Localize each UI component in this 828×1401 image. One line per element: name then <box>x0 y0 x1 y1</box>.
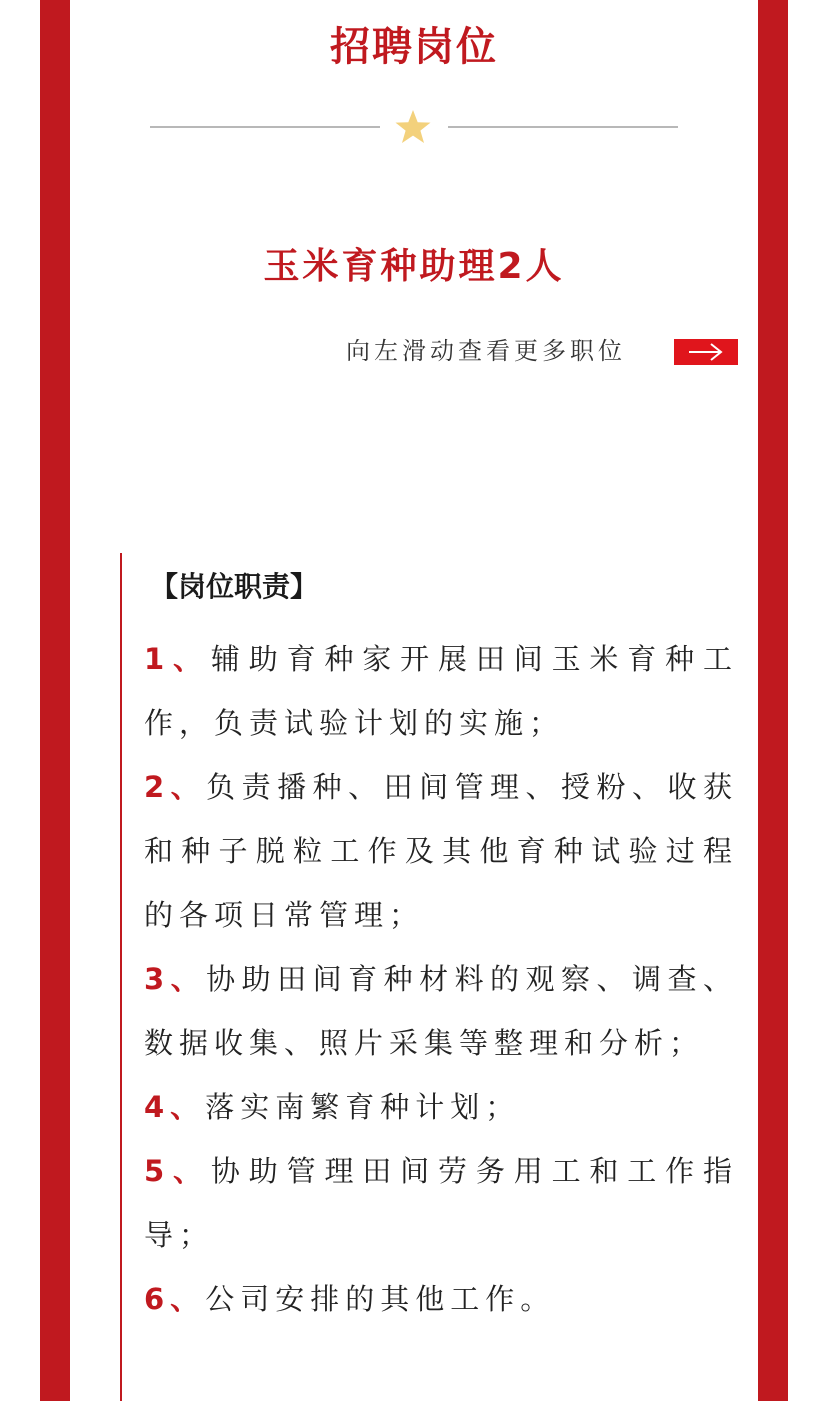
divider-line-left <box>150 126 380 128</box>
duty-list <box>144 627 738 1331</box>
duty-text: 辅助育种家开展田间玉米育种工作，负责试验计划的实施； <box>144 642 738 740</box>
right-red-border <box>758 0 788 1401</box>
duty-text: 协助管理田间劳务用工和工作指导； <box>144 1154 738 1252</box>
duty-text: 公司安排的其他工作。 <box>205 1282 556 1316</box>
duty-item <box>144 755 738 947</box>
duty-text: 落实南繁育种计划； <box>205 1090 521 1124</box>
arrow-right-icon <box>674 339 738 365</box>
duty-number: 1、 <box>144 642 211 676</box>
duty-section <box>120 553 740 1401</box>
duty-number: 6、 <box>144 1282 206 1316</box>
divider-line-right <box>448 126 678 128</box>
duty-item <box>144 1267 738 1331</box>
duty-item <box>144 627 738 755</box>
job-title: 玉米育种助理2人 <box>263 246 565 287</box>
duty-number: 2、 <box>144 770 207 804</box>
duty-item <box>144 947 738 1075</box>
section-title: 招聘岗位 <box>330 24 498 70</box>
duty-number: 5、 <box>144 1154 211 1188</box>
left-red-border <box>40 0 70 1401</box>
duty-number: 3、 <box>144 962 207 996</box>
duty-text: 负责播种、田间管理、授粉、收获和种子脱粒工作及其他育种试验过程的各项日常管理； <box>144 770 738 932</box>
swipe-hint: 向左滑动查看更多职位 <box>346 337 626 365</box>
duty-item <box>144 1139 738 1267</box>
duty-item <box>144 1075 738 1139</box>
star-icon <box>393 107 433 147</box>
duty-heading: 【岗位职责】 <box>150 570 319 603</box>
duty-text: 协助田间育种材料的观察、调查、数据收集、照片采集等整理和分析； <box>144 962 738 1060</box>
duty-number: 4、 <box>144 1090 206 1124</box>
next-position-button[interactable] <box>674 339 738 365</box>
